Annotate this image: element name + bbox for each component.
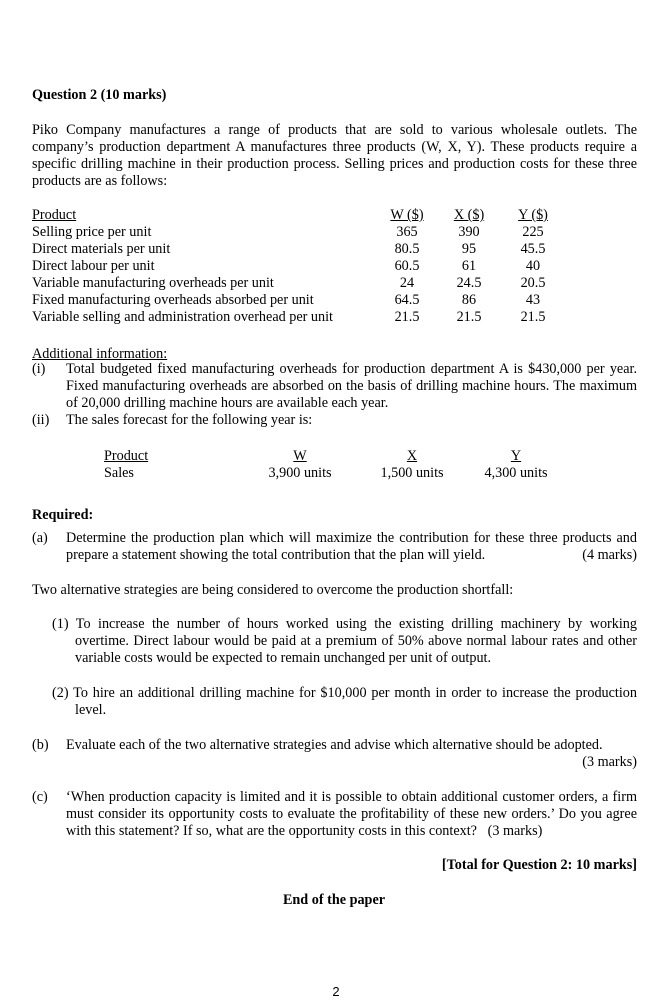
part-b-number: (b) bbox=[32, 737, 49, 753]
cell-y: 225 bbox=[522, 224, 544, 240]
cell-w: 24 bbox=[399, 275, 415, 291]
cell-y: 40 bbox=[525, 258, 541, 274]
part-c-body: ‘When production capacity is limited and it is possible to obtain additional customer orders, a firm must consider its opportunity costs to evaluate the profitability of these new orders.’ Do you agree with this statement? If so, what are the opportunity costs in this context? bbox=[66, 789, 637, 839]
row-label: Variable manufacturing overheads per unit bbox=[32, 275, 274, 291]
item-number-ii: (ii) bbox=[32, 412, 50, 428]
cell-x: 21.5 bbox=[456, 309, 482, 325]
strategy-1: (1) To increase the number of hours worked using the existing drilling machinery by working overtime. Direct labour would be paid at a premium of 50% above normal labour rates and other variable costs would be expected to remain unchanged per unit of output. bbox=[52, 616, 637, 666]
cell-x: 95 bbox=[461, 241, 477, 257]
sales-table bbox=[104, 448, 564, 484]
intro-paragraph: Piko Company manufactures a range of products that are sold to various wholesale outlets. The company’s production department A manufactures three products (W, X, Y). These products require a specific drilling machine in their production process. Selling prices and production costs for these three products are as follows: bbox=[32, 122, 637, 189]
row-label: Direct labour per unit bbox=[32, 258, 155, 274]
item-number-i: (i) bbox=[32, 361, 46, 377]
sales-row-label: Sales bbox=[104, 465, 134, 481]
item-text-ii: The sales forecast for the following year is: bbox=[66, 412, 313, 428]
cell-y: 45.5 bbox=[520, 241, 546, 257]
cell-w: 365 bbox=[396, 224, 418, 240]
cost-table bbox=[32, 207, 637, 325]
sales-cell-y: 4,300 units bbox=[484, 465, 548, 481]
question-total: [Total for Question 2: 10 marks] bbox=[441, 857, 637, 873]
sales-cell-x: 1,500 units bbox=[380, 465, 444, 481]
table-row bbox=[32, 275, 637, 292]
cost-table-header-x: X ($) bbox=[453, 207, 485, 223]
cell-x: 390 bbox=[458, 224, 480, 240]
row-label: Variable selling and administration overhead per unit bbox=[32, 309, 333, 325]
part-b-marks: (3 marks) bbox=[582, 754, 637, 770]
cost-table-header-w: W ($) bbox=[390, 207, 424, 223]
cost-table-header-y: Y ($) bbox=[518, 207, 548, 223]
cell-w: 21.5 bbox=[394, 309, 420, 325]
sales-header-y: Y bbox=[510, 448, 522, 464]
part-a-number: (a) bbox=[32, 530, 48, 546]
cell-x: 24.5 bbox=[456, 275, 482, 291]
row-label: Direct materials per unit bbox=[32, 241, 171, 257]
row-label: Selling price per unit bbox=[32, 224, 152, 240]
required-heading: Required: bbox=[32, 507, 94, 523]
cell-w: 80.5 bbox=[394, 241, 420, 257]
strategies-intro: Two alternative strategies are being considered to overcome the production shortfall: bbox=[32, 582, 514, 598]
part-b-text: Evaluate each of the two alternative strategies and advise which alternative should be adopted. bbox=[66, 737, 603, 753]
table-row bbox=[32, 258, 637, 275]
item-text-i: Total budgeted fixed manufacturing overheads for production department A is $430,000 per year. Fixed manufacturing overheads are absorbed on the basis of drilling machine hours. The maximum of 20,000 drilling machine hours are available each year. bbox=[66, 361, 637, 411]
table-row bbox=[32, 241, 637, 258]
sales-cell-w: 3,900 units bbox=[268, 465, 332, 481]
table-row bbox=[32, 224, 637, 241]
part-c-marks: (3 marks) bbox=[487, 823, 543, 839]
strategy-2: (2) To hire an additional drilling machine for $10,000 per month in order to increase the production level. bbox=[52, 685, 637, 718]
cell-w: 60.5 bbox=[394, 258, 420, 274]
part-a-text: Determine the production plan which will maximize the contribution for these three products and prepare a statement showing the total contribution that the plan will yield. bbox=[66, 530, 637, 563]
question-title: Question 2 (10 marks) bbox=[32, 87, 167, 103]
table-row bbox=[32, 309, 637, 326]
cell-y: 43 bbox=[525, 292, 541, 308]
sales-header-w: W bbox=[293, 448, 307, 464]
row-label: Fixed manufacturing overheads absorbed per unit bbox=[32, 292, 314, 308]
page-number: 2 bbox=[332, 984, 340, 999]
cell-x: 86 bbox=[461, 292, 477, 308]
part-c-text bbox=[66, 789, 637, 840]
part-c-number: (c) bbox=[32, 789, 48, 805]
cell-y: 20.5 bbox=[520, 275, 546, 291]
cell-w: 64.5 bbox=[394, 292, 420, 308]
sales-header-label: Product bbox=[104, 448, 149, 464]
cost-table-header-label: Product bbox=[32, 207, 77, 223]
cell-x: 61 bbox=[461, 258, 477, 274]
end-of-paper: End of the paper bbox=[282, 892, 386, 908]
additional-heading: Additional information: bbox=[32, 346, 168, 362]
sales-header-x: X bbox=[406, 448, 418, 464]
part-a-marks: (4 marks) bbox=[582, 547, 637, 563]
cell-y: 21.5 bbox=[520, 309, 546, 325]
table-row bbox=[32, 292, 637, 309]
